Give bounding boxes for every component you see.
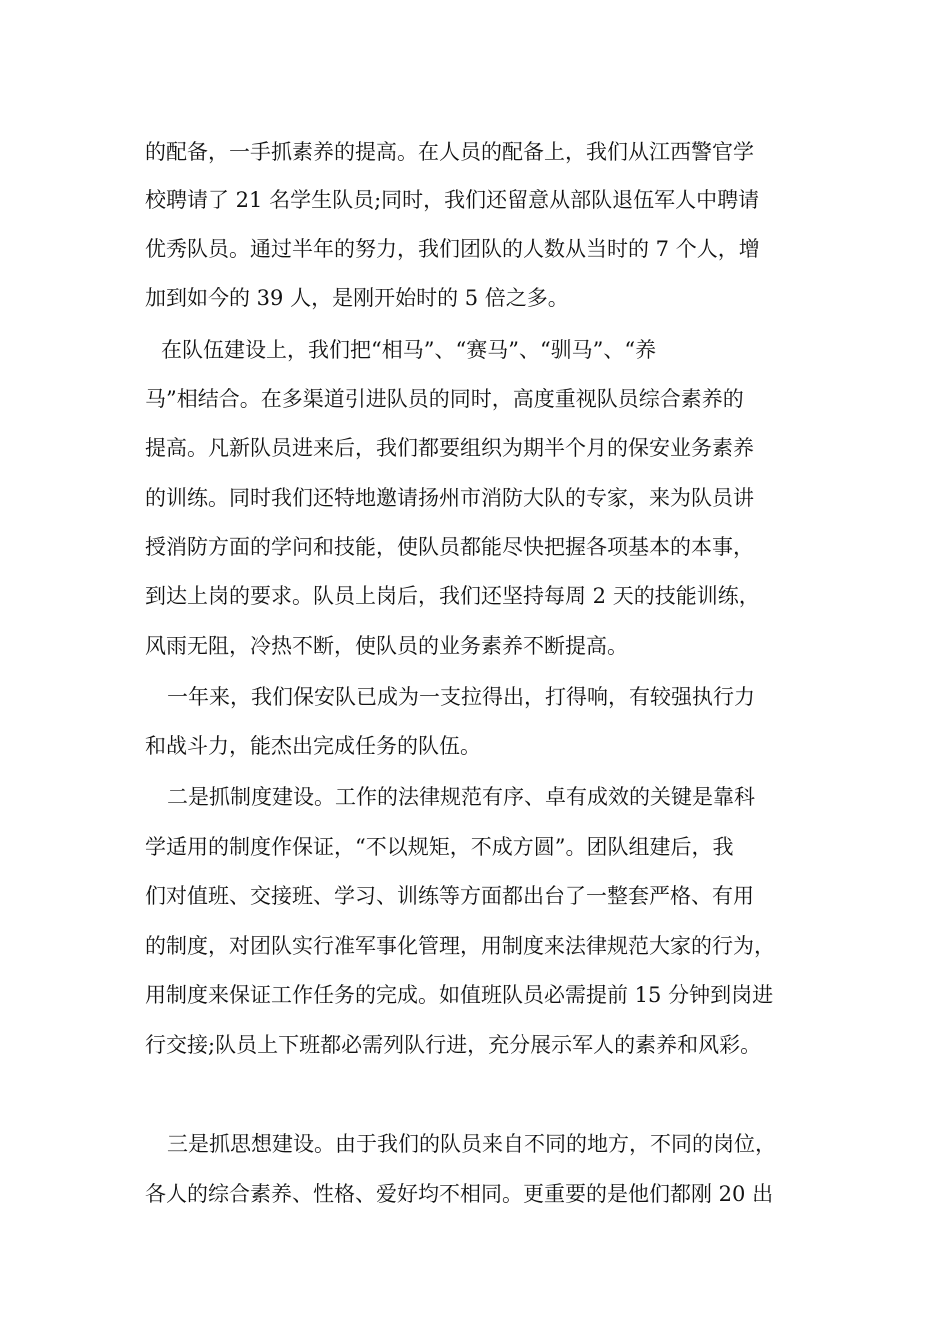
text-line: 加到如今的 39 人，是刚开始时的 5 倍之多。 <box>145 286 569 310</box>
text-line: 在队伍建设上，我们把“相马”、“赛马”、“驯马”、“养 <box>161 338 657 362</box>
text-line: 学适用的制度作保证，“不以规矩，不成方圆”。团队组建后，我 <box>145 835 734 859</box>
text-line: 到达上岗的要求。队员上岗后，我们还坚持每周 2 天的技能训练， <box>145 584 760 608</box>
text-line: 提高。凡新队员进来后，我们都要组织为期半个月的保安业务素养 <box>145 436 754 460</box>
text-line: 授消防方面的学问和技能，使队员都能尽快把握各项基本的本事， <box>145 535 754 559</box>
text-line: 优秀队员。通过半年的努力，我们团队的人数从当时的 7 个人，增 <box>145 237 760 261</box>
text-line: 和战斗力，能杰出完成任务的队伍。 <box>145 734 481 758</box>
text-line: 用制度来保证工作任务的完成。如值班队员必需提前 15 分钟到岗进 <box>145 983 774 1007</box>
text-line: 的制度，对团队实行准军事化管理，用制度来法律规范大家的行为， <box>145 934 775 958</box>
text-line: 一年来，我们保安队已成为一支拉得出，打得响，有较强执行力 <box>167 685 755 709</box>
text-line: 行交接;队员上下班都必需列队行进，充分展示军人的素养和风彩。 <box>145 1033 762 1057</box>
text-line: 马”相结合。在多渠道引进队员的同时，高度重视队员综合素养的 <box>145 387 744 411</box>
text-line: 三是抓思想建设。由于我们的队员来自不同的地方，不同的岗位， <box>167 1132 776 1156</box>
text-line: 二是抓制度建设。工作的法律规范有序、卓有成效的关键是靠科 <box>167 785 755 809</box>
text-line: 各人的综合素养、性格、爱好均不相同。更重要的是他们都刚 20 出 <box>145 1182 774 1206</box>
text-line: 的训练。同时我们还特地邀请扬州市消防大队的专家，来为队员讲 <box>145 486 754 510</box>
text-line: 校聘请了 21 名学生队员;同时，我们还留意从部队退伍军人中聘请 <box>145 188 760 212</box>
text-line: 的配备，一手抓素养的提高。在人员的配备上，我们从江西警官学 <box>145 140 754 164</box>
text-line: 风雨无阻，冷热不断，使队员的业务素养不断提高。 <box>145 634 628 658</box>
text-line: 们对值班、交接班、学习、训练等方面都出台了一整套严格、有用 <box>145 884 754 908</box>
